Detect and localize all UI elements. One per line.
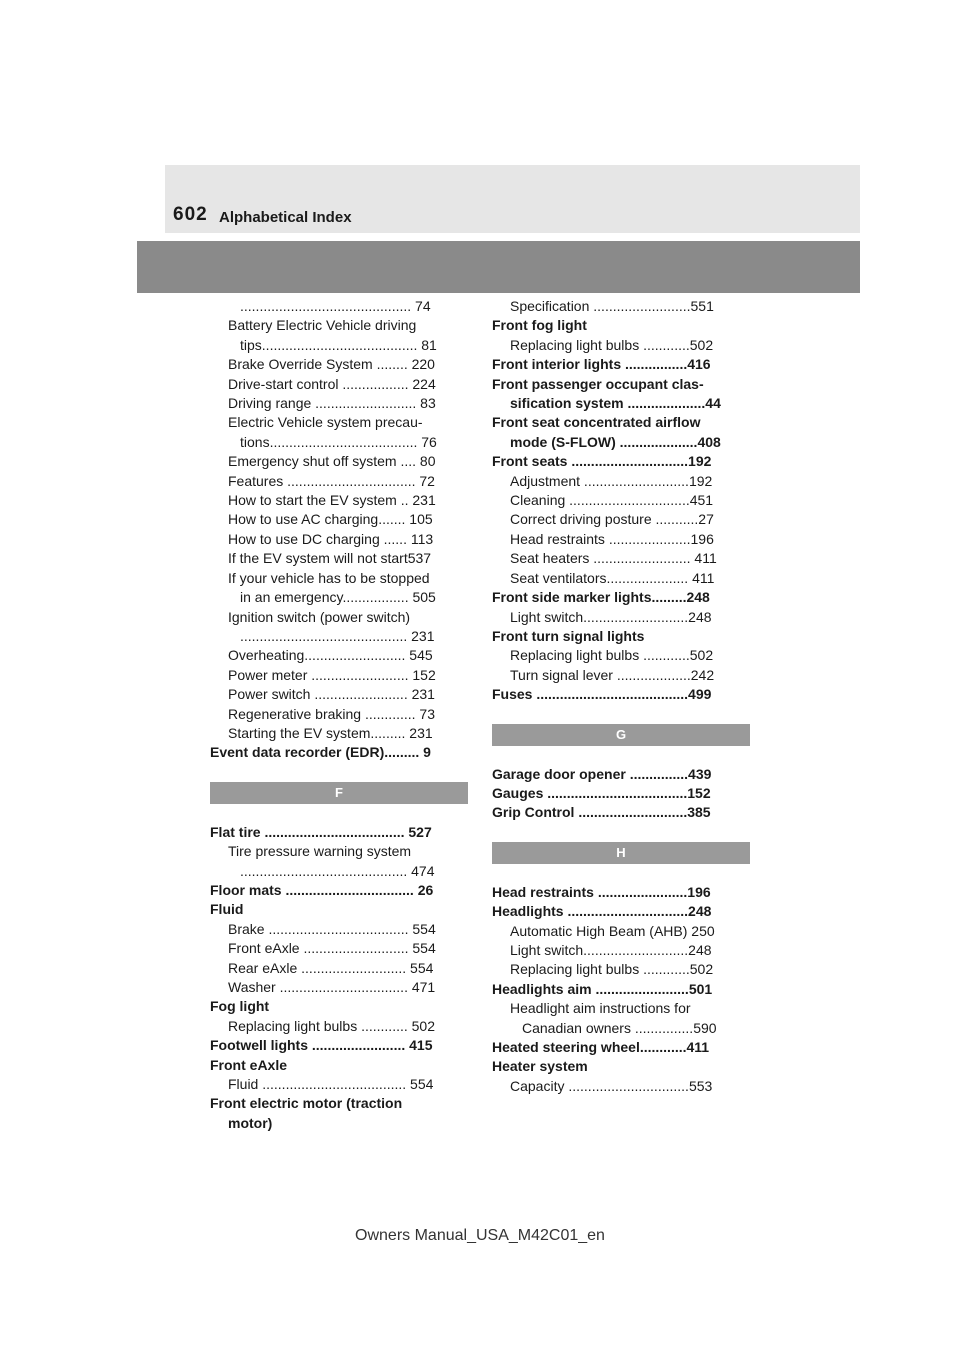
index-subentry[interactable]: tions...................................... 76 [240, 433, 437, 450]
index-subentry[interactable]: Overheating.......................... 545 [228, 647, 433, 664]
index-subentry[interactable]: Specification .........................551 [510, 298, 714, 314]
index-subentry[interactable]: in an emergency................. 505 [240, 589, 436, 606]
index-entry[interactable]: Head restraints .......................196 [492, 883, 711, 900]
index-entry[interactable]: Floor mats ................................. 26 [210, 881, 434, 898]
index-entry[interactable]: Front passenger occupant clas- [492, 375, 704, 392]
index-letter-heading: G [492, 724, 750, 746]
index-subentry[interactable]: Emergency shut off system .... 80 [228, 453, 436, 470]
index-subentry[interactable]: Headlight aim instructions for [510, 1000, 691, 1017]
index-entry[interactable]: Front interior lights ................416 [492, 356, 711, 373]
index-subentry[interactable]: Starting the EV system......... 231 [228, 724, 433, 741]
index-subentry[interactable]: ........................................... 231 [240, 627, 435, 644]
index-subentry[interactable]: How to use AC charging....... 105 [228, 511, 433, 528]
index-entry[interactable]: sification system ....................44 [510, 395, 721, 412]
index-entry[interactable]: Footwell lights ........................ 415 [210, 1037, 433, 1054]
index-subentry[interactable]: Correct driving posture ...........27 [510, 511, 714, 528]
index-subentry[interactable]: Adjustment ...........................192 [510, 472, 713, 489]
index-subentry[interactable]: Fluid ..................................... 554 [228, 1076, 434, 1093]
index-subentry[interactable]: Electric Vehicle system precau- [228, 414, 423, 431]
index-entry[interactable]: Headlights aim ........................501 [492, 980, 713, 997]
index-entry[interactable]: motor) [228, 1114, 273, 1131]
index-subentry[interactable]: ........................................... 474 [240, 862, 435, 879]
index-subentry[interactable]: Ignition switch (power switch) [228, 608, 411, 625]
index-subentry[interactable]: Seat heaters ......................... 411 [510, 550, 717, 567]
index-subentry[interactable]: Replacing light bulbs ............502 [510, 961, 714, 978]
index-subentry[interactable]: tips........................................ 81 [240, 336, 437, 353]
footer-text: Owners Manual_USA_M42C01_en [355, 1227, 605, 1244]
index-subentry[interactable]: Power switch ........................ 231 [228, 686, 435, 703]
index-entry[interactable]: Front fog light [492, 317, 587, 334]
index-subentry[interactable]: Front eAxle ........................... 554 [228, 940, 436, 957]
index-subentry[interactable]: Drive-start control ................. 224 [228, 375, 436, 392]
index-subentry[interactable]: Canadian owners ...............590 [522, 1019, 717, 1036]
index-subentry[interactable]: ............................................ 74 [240, 298, 431, 314]
index-column-left [210, 297, 468, 1133]
index-subentry[interactable]: How to start the EV system .. 231 [228, 492, 436, 509]
index-entry[interactable]: Front turn signal lights [492, 627, 645, 644]
section-title: Alphabetical Index [219, 209, 352, 226]
index-letter-heading: F [210, 782, 468, 804]
index-entry[interactable]: Gauges ....................................152 [492, 784, 711, 801]
index-entry[interactable]: Heater system [492, 1058, 588, 1075]
index-subentry[interactable]: Rear eAxle ........................... 554 [228, 959, 434, 976]
index-entry[interactable]: Event data recorder (EDR)......... 9 [210, 744, 431, 761]
index-subentry[interactable]: Capacity ...............................553 [510, 1077, 713, 1094]
index-subentry[interactable]: Brake Override System ........ 220 [228, 356, 435, 373]
page-number: 602 [173, 204, 208, 225]
index-entry[interactable]: Fluid [210, 901, 244, 918]
index-entry[interactable]: Garage door opener ...............439 [492, 765, 712, 782]
index-entry[interactable]: Headlights ...............................248 [492, 903, 712, 920]
index-entry[interactable]: Grip Control ............................385 [492, 804, 711, 821]
index-subentry[interactable]: How to use DC charging ...... 113 [228, 530, 434, 547]
index-entry[interactable]: Fog light [210, 998, 270, 1015]
index-subentry[interactable]: Cleaning ...............................451 [510, 492, 714, 509]
index-subentry[interactable]: Replacing light bulbs ............ 502 [228, 1017, 436, 1034]
index-subentry[interactable]: Head restraints .....................196 [510, 530, 714, 547]
index-entry[interactable]: Flat tire .................................... 527 [210, 823, 432, 840]
index-subentry[interactable]: Power meter ......................... 152 [228, 666, 436, 683]
index-subentry[interactable]: Washer ................................. 471 [228, 979, 436, 995]
index-entry[interactable]: Front seats ..............................192 [492, 453, 712, 470]
index-subentry[interactable]: Automatic High Beam (AHB) 250 [510, 922, 715, 939]
index-entry[interactable]: Front seat concentrated airflow [492, 414, 701, 431]
index-subentry[interactable]: Battery Electric Vehicle driving [228, 317, 417, 334]
index-entry[interactable]: Front side marker lights.........248 [492, 589, 710, 606]
index-entry[interactable]: mode (S-FLOW) ....................408 [510, 433, 721, 450]
index-column-right [492, 297, 750, 1096]
index-subentry[interactable]: Replacing light bulbs ............502 [510, 336, 714, 353]
index-entry[interactable]: Front electric motor (traction [210, 1095, 403, 1112]
index-subentry[interactable]: Seat ventilators..................... 411 [510, 569, 715, 586]
index-entry[interactable]: Heated steering wheel............411 [492, 1039, 710, 1055]
index-subentry[interactable]: Features ................................. 72 [228, 472, 435, 489]
header-band [137, 241, 860, 293]
index-subentry[interactable]: Brake .................................... 554 [228, 920, 436, 937]
index-subentry[interactable]: Light switch...........................248 [510, 941, 712, 958]
index-subentry[interactable]: Turn signal lever ...................242 [510, 666, 715, 683]
index-entry[interactable]: Fuses .......................................499 [492, 686, 712, 703]
index-subentry[interactable]: Light switch...........................248 [510, 608, 712, 625]
index-subentry[interactable]: If your vehicle has to be stopped [228, 569, 430, 586]
index-subentry[interactable]: Regenerative braking ............. 73 [228, 705, 435, 722]
index-subentry[interactable]: Driving range .......................... 83 [228, 395, 436, 412]
index-letter-heading: H [492, 842, 750, 864]
index-entry[interactable]: Front eAxle [210, 1056, 288, 1073]
index-subentry[interactable]: Replacing light bulbs ............502 [510, 647, 714, 664]
index-subentry[interactable]: Tire pressure warning system [228, 843, 412, 860]
index-subentry[interactable]: If the EV system will not start537 [228, 550, 432, 567]
